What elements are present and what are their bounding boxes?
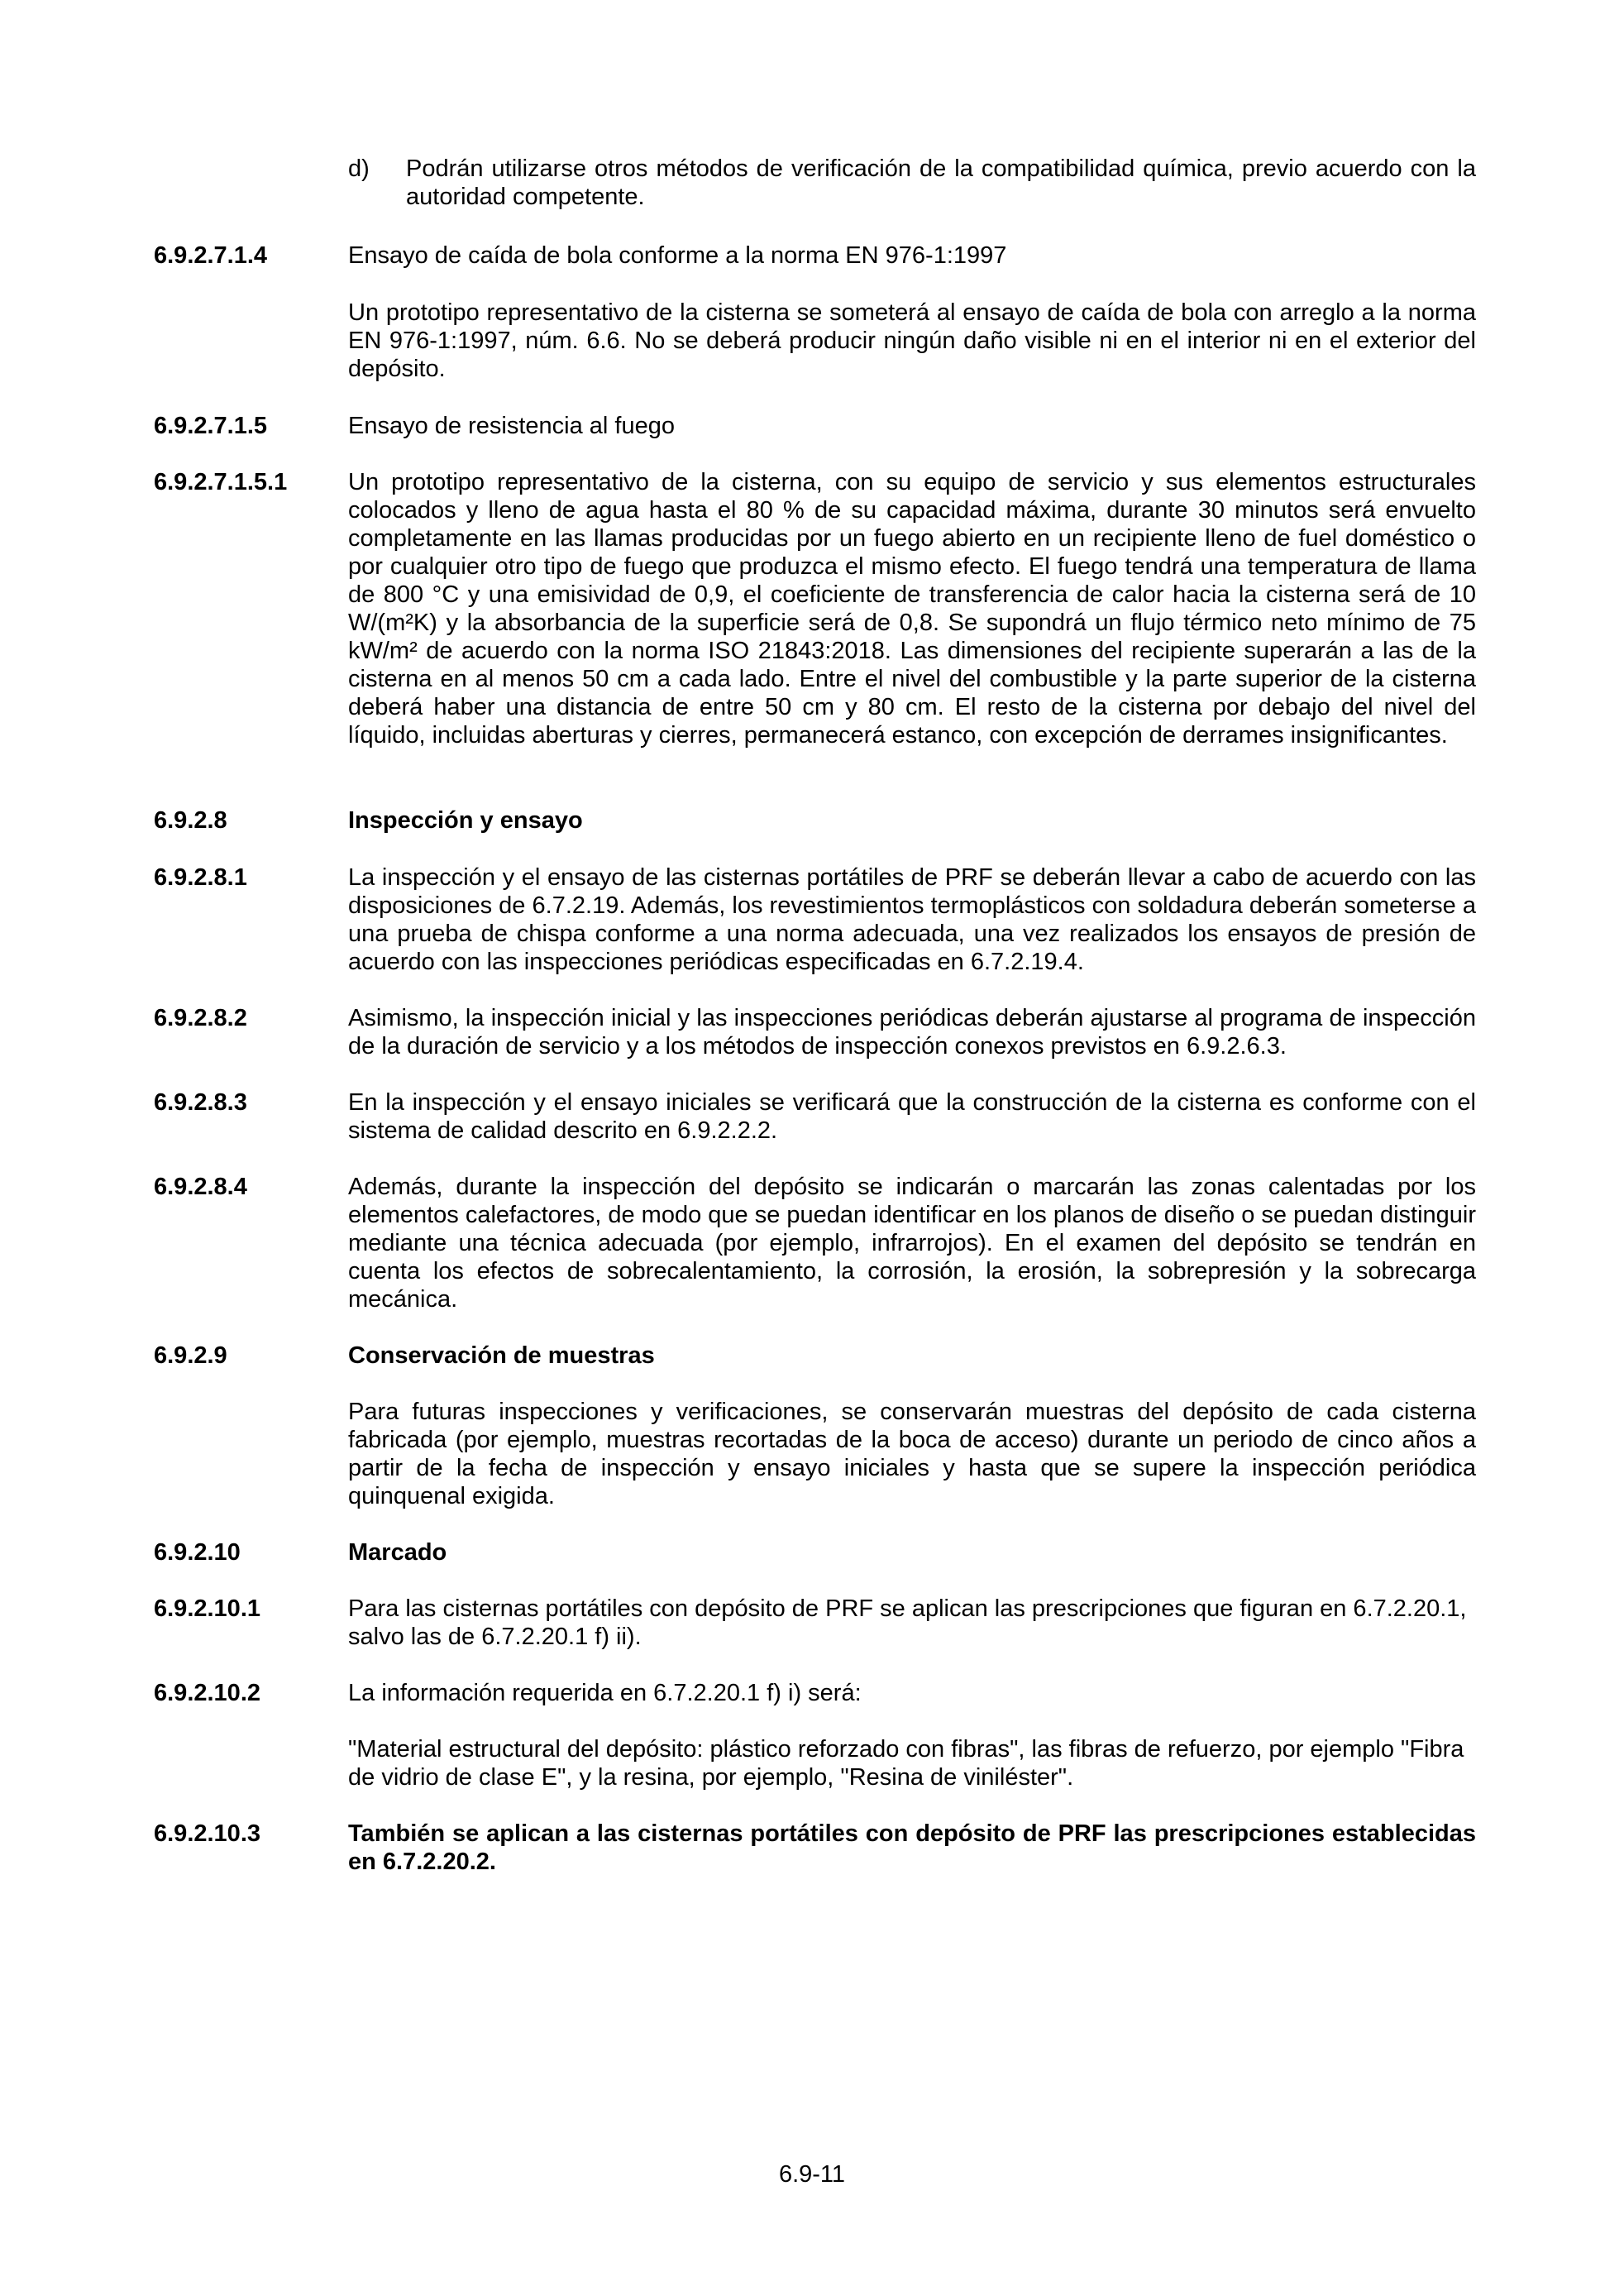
section-body: Un prototipo representativo de la cisterna, con su equipo de servicio y sus elementos estructurales colocados y lleno de agua hasta el 80 % de su capacidad máxima, durante 30 minutos será envuelto completamente en las llamas producidas por un fuego abierto en un recipiente lleno de fuel doméstico o por cualquier otro tipo de fuego que produzca el mismo efecto. El fuego tendrá una temperatura de llama de 800 °C y una emisividad de 0,9, el coeficiente de transferencia de calor hacia la cisterna será de 10 W/(m²K) y la absorbancia de la superficie será de 0,8. Se supondrá un flujo térmico neto mínimo de 75 kW/m² de acuerdo con la norma ISO 21843:2018. Las dimensiones del recipiente superarán a las de la cisterna en al menos 50 cm a cada lado. Entre el nivel del combustible y la parte superior de la cisterna deberá haber una distancia de entre 50 cm y 80 cm. El resto de la cisterna por debajo del nivel del líquido, incluidas aberturas y cierres, permanecerá estanco, con excepción de derrames insignificantes.: [348, 469, 1476, 749]
section-body: Para futuras inspecciones y verificaciones, se conservarán muestras del depósito de cada cisterna fabricada (por ejemplo, muestras recortadas de la boca de acceso) durante un periodo de cinco años a partir de la fecha de inspección y ensayo iniciales y hasta que se supere la inspección periódica quinquenal exigida.: [348, 1399, 1476, 1509]
section-body: Además, durante la inspección del depósito se indicarán o marcarán las zonas calentadas por los elementos calefactores, de modo que se puedan identificar en los planos de diseño o se puedan distinguir mediante una técnica adecuada (por ejemplo, infrarrojos). En el examen del depósito se tendrán en cuenta los efectos de sobrecalentamiento, la corrosión, la erosión, la sobrepresión y la sobrecarga mecánica.: [348, 1174, 1476, 1313]
section-number: 6.9.2.8.1: [154, 864, 247, 891]
section-body: La inspección y el ensayo de las cisternas portátiles de PRF se deberán llevar a cabo de acuerdo con las disposiciones de 6.7.2.19. Además, los revestimientos termoplásticos con soldadura deberán someterse a una prueba de chispa conforme a una norma adecuada, una vez realizados los ensayos de presión de acuerdo con las inspecciones periódicas especificadas en 6.7.2.19.4.: [348, 864, 1476, 975]
section-number: 6.9.2.8.3: [154, 1089, 247, 1116]
section-number: 6.9.2.10.3: [154, 1820, 260, 1847]
section-title: Conservación de muestras: [348, 1342, 655, 1369]
section-number: 6.9.2.10: [154, 1539, 241, 1566]
section-body: La información requerida en 6.7.2.20.1 f) i) será:: [348, 1680, 862, 1706]
section-title: Inspección y ensayo: [348, 807, 583, 834]
list-item-text: Podrán utilizarse otros métodos de verificación de la compatibilidad química, previo acuerdo con la autoridad competente.: [406, 155, 1476, 210]
section-body: También se aplican a las cisternas portátiles con depósito de PRF las prescripciones establecidas en 6.7.2.20.2.: [348, 1820, 1476, 1875]
section-title: Ensayo de resistencia al fuego: [348, 413, 675, 439]
section-title: Ensayo de caída de bola conforme a la norma EN 976-1:1997: [348, 242, 1007, 269]
section-number: 6.9.2.8.4: [154, 1174, 247, 1200]
section-title: Marcado: [348, 1539, 447, 1566]
section-body: Un prototipo representativo de la cisterna se someterá al ensayo de caída de bola con arreglo a la norma EN 976-1:1997, núm. 6.6. No se deberá producir ningún daño visible ni en el interior ni en el exterior del depósito.: [348, 299, 1476, 382]
section-number: 6.9.2.7.1.5: [154, 413, 268, 439]
section-number: 6.9.2.8.2: [154, 1005, 247, 1031]
section-quote: "Material estructural del depósito: plástico reforzado con fibras", las fibras de refuerzo, por ejemplo "Fibra de vidrio de clase E", y la resina, por ejemplo, "Resina de viniléster".: [348, 1736, 1464, 1791]
section-body: Para las cisternas portátiles con depósito de PRF se aplican las prescripciones que figuran en 6.7.2.20.1, salvo las de 6.7.2.20.1 f) ii).: [348, 1595, 1467, 1650]
section-number: 6.9.2.7.1.5.1: [154, 469, 288, 495]
section-number: 6.9.2.8: [154, 807, 227, 834]
section-number: 6.9.2.10.1: [154, 1595, 260, 1622]
section-number: 6.9.2.10.2: [154, 1680, 260, 1706]
section-body: En la inspección y el ensayo iniciales se verificará que la construcción de la cisterna es conforme con el sistema de calidad descrito en 6.9.2.2.2.: [348, 1089, 1476, 1144]
section-number: 6.9.2.7.1.4: [154, 242, 268, 269]
list-item-label: d): [348, 155, 370, 182]
section-number: 6.9.2.9: [154, 1342, 227, 1369]
section-body: Asimismo, la inspección inicial y las inspecciones periódicas deberán ajustarse al programa de inspección de la duración de servicio y a los métodos de inspección conexos previstos en 6.9.2.6.3.: [348, 1005, 1476, 1060]
page-number: 6.9-11: [778, 2161, 846, 2188]
